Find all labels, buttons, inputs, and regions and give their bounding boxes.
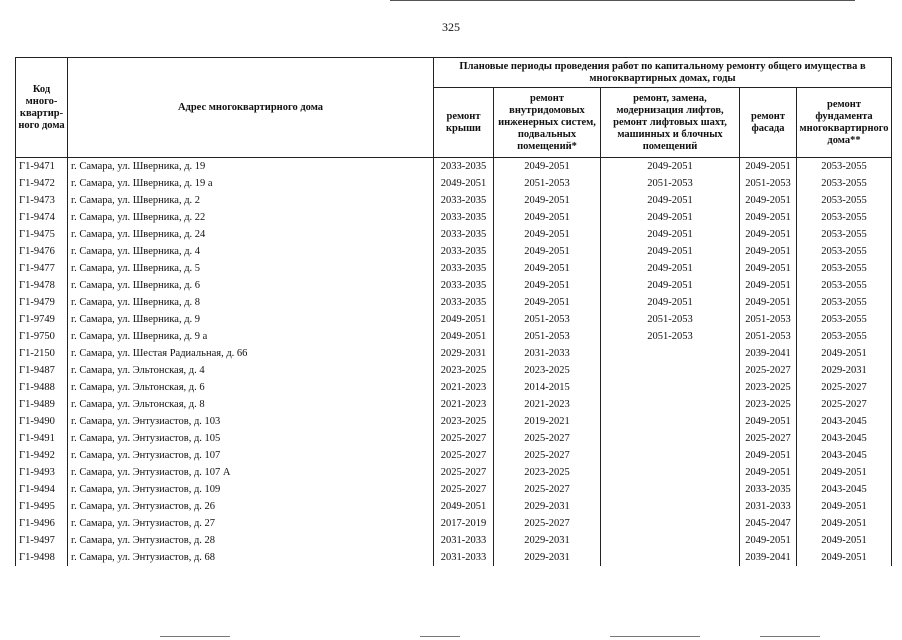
cell-foundation: 2053-2055 (797, 158, 892, 176)
cell-elevators (601, 515, 740, 532)
cell-address: г. Самара, ул. Энтузиастов, д. 27 (68, 515, 434, 532)
cell-facade: 2051-2053 (740, 328, 797, 345)
cell-engineering: 2049-2051 (494, 294, 601, 311)
cell-address: г. Самара, ул. Шверника, д. 24 (68, 226, 434, 243)
cell-elevators: 2049-2051 (601, 260, 740, 277)
table-row (16, 192, 892, 209)
cell-engineering: 2029-2031 (494, 549, 601, 566)
cell-foundation: 2053-2055 (797, 243, 892, 260)
table-row (16, 243, 892, 260)
table-row (16, 175, 892, 192)
table-row (16, 277, 892, 294)
header-engineering: ремонт внутридомовых инженерных систем, подвальных помещений* (494, 88, 601, 158)
cell-elevators: 2049-2051 (601, 192, 740, 209)
cell-facade: 2033-2035 (740, 481, 797, 498)
cell-elevators (601, 549, 740, 566)
cell-roof: 2021-2023 (434, 379, 494, 396)
cell-address: г. Самара, ул. Шверника, д. 22 (68, 209, 434, 226)
cell-elevators (601, 430, 740, 447)
table-row (16, 481, 892, 498)
cell-foundation: 2049-2051 (797, 532, 892, 549)
cell-foundation: 2049-2051 (797, 549, 892, 566)
cell-code: Г1-9476 (16, 243, 68, 260)
cell-foundation: 2053-2055 (797, 277, 892, 294)
cell-elevators: 2049-2051 (601, 158, 740, 176)
cell-engineering: 2023-2025 (494, 362, 601, 379)
cell-elevators: 2049-2051 (601, 277, 740, 294)
cell-engineering: 2031-2033 (494, 345, 601, 362)
table-row (16, 294, 892, 311)
table-row (16, 447, 892, 464)
table-row (16, 226, 892, 243)
cell-elevators: 2051-2053 (601, 328, 740, 345)
cell-foundation: 2043-2045 (797, 481, 892, 498)
cell-code: Г1-9489 (16, 396, 68, 413)
cell-engineering: 2049-2051 (494, 277, 601, 294)
cell-elevators (601, 345, 740, 362)
cell-code: Г1-9474 (16, 209, 68, 226)
cell-engineering: 2051-2053 (494, 328, 601, 345)
cell-address: г. Самара, ул. Шверника, д. 9 (68, 311, 434, 328)
cell-address: г. Самара, ул. Шверника, д. 8 (68, 294, 434, 311)
table-row (16, 158, 892, 176)
cell-roof: 2031-2033 (434, 532, 494, 549)
header-facade: ремонт фасада (740, 88, 797, 158)
cell-foundation: 2053-2055 (797, 311, 892, 328)
table-row (16, 532, 892, 549)
cell-code: Г1-9473 (16, 192, 68, 209)
cell-facade: 2039-2041 (740, 549, 797, 566)
cell-address: г. Самара, ул. Энтузиастов, д. 68 (68, 549, 434, 566)
cell-roof: 2025-2027 (434, 464, 494, 481)
table-row (16, 515, 892, 532)
cell-foundation: 2029-2031 (797, 362, 892, 379)
table-row (16, 549, 892, 566)
cell-facade: 2049-2051 (740, 209, 797, 226)
cell-code: Г1-9495 (16, 498, 68, 515)
cell-elevators (601, 379, 740, 396)
table-row (16, 362, 892, 379)
cell-facade: 2045-2047 (740, 515, 797, 532)
cell-facade: 2049-2051 (740, 413, 797, 430)
header-address: Адрес многоквартирного дома (68, 58, 434, 158)
cell-roof: 2049-2051 (434, 498, 494, 515)
table-row (16, 311, 892, 328)
cell-engineering: 2051-2053 (494, 175, 601, 192)
cell-roof: 2049-2051 (434, 328, 494, 345)
repair-schedule-table (15, 57, 892, 566)
scan-edge-marks (0, 630, 902, 640)
cell-engineering: 2025-2027 (494, 515, 601, 532)
cell-code: Г1-9487 (16, 362, 68, 379)
cell-engineering: 2049-2051 (494, 192, 601, 209)
cell-engineering: 2025-2027 (494, 481, 601, 498)
cell-code: Г1-9479 (16, 294, 68, 311)
cell-foundation: 2025-2027 (797, 379, 892, 396)
cell-facade: 2049-2051 (740, 447, 797, 464)
cell-engineering: 2019-2021 (494, 413, 601, 430)
cell-facade: 2031-2033 (740, 498, 797, 515)
cell-roof: 2025-2027 (434, 447, 494, 464)
cell-address: г. Самара, ул. Шверника, д. 19 (68, 158, 434, 176)
cell-code: Г1-9472 (16, 175, 68, 192)
cell-address: г. Самара, ул. Энтузиастов, д. 103 (68, 413, 434, 430)
cell-code: Г1-9497 (16, 532, 68, 549)
cell-engineering: 2029-2031 (494, 532, 601, 549)
cell-elevators: 2049-2051 (601, 294, 740, 311)
top-rule (390, 0, 855, 1)
header-elevators: ремонт, замена, модернизация лифтов, ремонт лифтовых шахт, машинных и блочных помещений (601, 88, 740, 158)
cell-foundation: 2053-2055 (797, 328, 892, 345)
cell-elevators (601, 532, 740, 549)
cell-address: г. Самара, ул. Эльтонская, д. 6 (68, 379, 434, 396)
table-row (16, 430, 892, 447)
cell-engineering: 2021-2023 (494, 396, 601, 413)
cell-facade: 2023-2025 (740, 379, 797, 396)
cell-code: Г1-2150 (16, 345, 68, 362)
cell-address: г. Самара, ул. Шверника, д. 2 (68, 192, 434, 209)
cell-roof: 2029-2031 (434, 345, 494, 362)
cell-address: г. Самара, ул. Эльтонская, д. 4 (68, 362, 434, 379)
cell-facade: 2023-2025 (740, 396, 797, 413)
cell-engineering: 2049-2051 (494, 243, 601, 260)
cell-roof: 2033-2035 (434, 158, 494, 176)
cell-code: Г1-9477 (16, 260, 68, 277)
cell-roof: 2025-2027 (434, 481, 494, 498)
cell-roof: 2033-2035 (434, 209, 494, 226)
cell-facade: 2049-2051 (740, 294, 797, 311)
cell-address: г. Самара, ул. Эльтонская, д. 8 (68, 396, 434, 413)
table-row (16, 328, 892, 345)
cell-roof: 2033-2035 (434, 192, 494, 209)
cell-address: г. Самара, ул. Энтузиастов, д. 26 (68, 498, 434, 515)
cell-facade: 2049-2051 (740, 192, 797, 209)
cell-foundation: 2043-2045 (797, 413, 892, 430)
table-body (16, 158, 892, 567)
cell-foundation: 2053-2055 (797, 260, 892, 277)
cell-roof: 2023-2025 (434, 413, 494, 430)
table-row (16, 464, 892, 481)
cell-foundation: 2025-2027 (797, 396, 892, 413)
header-code: Код много-квартир-ного дома (16, 58, 68, 158)
cell-code: Г1-9749 (16, 311, 68, 328)
cell-code: Г1-9491 (16, 430, 68, 447)
cell-engineering: 2029-2031 (494, 498, 601, 515)
cell-address: г. Самара, ул. Энтузиастов, д. 109 (68, 481, 434, 498)
cell-address: г. Самара, ул. Энтузиастов, д. 107 А (68, 464, 434, 481)
cell-address: г. Самара, ул. Энтузиастов, д. 107 (68, 447, 434, 464)
cell-facade: 2049-2051 (740, 158, 797, 176)
cell-elevators (601, 413, 740, 430)
header-foundation: ремонт фундамента многоквартирного дома** (797, 88, 892, 158)
cell-roof: 2023-2025 (434, 362, 494, 379)
cell-address: г. Самара, ул. Шверника, д. 4 (68, 243, 434, 260)
cell-foundation: 2053-2055 (797, 192, 892, 209)
cell-roof: 2049-2051 (434, 175, 494, 192)
cell-engineering: 2014-2015 (494, 379, 601, 396)
cell-code: Г1-9488 (16, 379, 68, 396)
cell-address: г. Самара, ул. Шверника, д. 9 а (68, 328, 434, 345)
cell-elevators: 2049-2051 (601, 243, 740, 260)
cell-address: г. Самара, ул. Энтузиастов, д. 28 (68, 532, 434, 549)
cell-engineering: 2049-2051 (494, 209, 601, 226)
cell-address: г. Самара, ул. Шверника, д. 6 (68, 277, 434, 294)
cell-roof: 2025-2027 (434, 430, 494, 447)
cell-elevators: 2049-2051 (601, 209, 740, 226)
cell-foundation: 2043-2045 (797, 430, 892, 447)
cell-engineering: 2051-2053 (494, 311, 601, 328)
cell-code: Г1-9471 (16, 158, 68, 176)
cell-foundation: 2043-2045 (797, 447, 892, 464)
cell-foundation: 2049-2051 (797, 498, 892, 515)
cell-code: Г1-9492 (16, 447, 68, 464)
cell-elevators: 2051-2053 (601, 175, 740, 192)
cell-facade: 2049-2051 (740, 464, 797, 481)
cell-address: г. Самара, ул. Шверника, д. 5 (68, 260, 434, 277)
cell-elevators (601, 481, 740, 498)
table-row (16, 498, 892, 515)
cell-roof: 2017-2019 (434, 515, 494, 532)
cell-roof: 2033-2035 (434, 294, 494, 311)
cell-facade: 2039-2041 (740, 345, 797, 362)
cell-foundation: 2053-2055 (797, 226, 892, 243)
cell-address: г. Самара, ул. Шестая Радиальная, д. 66 (68, 345, 434, 362)
cell-engineering: 2049-2051 (494, 260, 601, 277)
table-row (16, 260, 892, 277)
cell-elevators (601, 447, 740, 464)
cell-engineering: 2025-2027 (494, 430, 601, 447)
cell-code: Г1-9496 (16, 515, 68, 532)
cell-engineering: 2023-2025 (494, 464, 601, 481)
cell-elevators (601, 498, 740, 515)
cell-roof: 2033-2035 (434, 277, 494, 294)
cell-facade: 2049-2051 (740, 226, 797, 243)
cell-facade: 2025-2027 (740, 430, 797, 447)
cell-code: Г1-9475 (16, 226, 68, 243)
cell-elevators (601, 464, 740, 481)
cell-facade: 2051-2053 (740, 175, 797, 192)
cell-elevators (601, 362, 740, 379)
cell-foundation: 2049-2051 (797, 464, 892, 481)
cell-roof: 2049-2051 (434, 311, 494, 328)
header-roof: ремонт крыши (434, 88, 494, 158)
cell-address: г. Самара, ул. Шверника, д. 19 а (68, 175, 434, 192)
cell-address: г. Самара, ул. Энтузиастов, д. 105 (68, 430, 434, 447)
cell-code: Г1-9493 (16, 464, 68, 481)
table-row (16, 379, 892, 396)
cell-roof: 2031-2033 (434, 549, 494, 566)
cell-code: Г1-9490 (16, 413, 68, 430)
cell-code: Г1-9478 (16, 277, 68, 294)
table-row (16, 209, 892, 226)
cell-facade: 2049-2051 (740, 243, 797, 260)
cell-roof: 2033-2035 (434, 243, 494, 260)
cell-foundation: 2053-2055 (797, 209, 892, 226)
page-number: 325 (442, 20, 460, 34)
cell-roof: 2033-2035 (434, 260, 494, 277)
cell-elevators: 2049-2051 (601, 226, 740, 243)
header-planned-periods: Плановые периоды проведения работ по капитальному ремонту общего имущества в многоквартирных домах, годы (434, 58, 892, 88)
table-row (16, 345, 892, 362)
cell-facade: 2049-2051 (740, 277, 797, 294)
cell-code: Г1-9494 (16, 481, 68, 498)
cell-engineering: 2025-2027 (494, 447, 601, 464)
cell-code: Г1-9498 (16, 549, 68, 566)
cell-elevators: 2051-2053 (601, 311, 740, 328)
cell-facade: 2049-2051 (740, 532, 797, 549)
cell-facade: 2025-2027 (740, 362, 797, 379)
cell-facade: 2051-2053 (740, 311, 797, 328)
cell-code: Г1-9750 (16, 328, 68, 345)
cell-foundation: 2053-2055 (797, 175, 892, 192)
cell-foundation: 2049-2051 (797, 345, 892, 362)
cell-foundation: 2049-2051 (797, 515, 892, 532)
cell-elevators (601, 396, 740, 413)
cell-engineering: 2049-2051 (494, 226, 601, 243)
cell-engineering: 2049-2051 (494, 158, 601, 176)
cell-facade: 2049-2051 (740, 260, 797, 277)
cell-roof: 2021-2023 (434, 396, 494, 413)
cell-roof: 2033-2035 (434, 226, 494, 243)
cell-foundation: 2053-2055 (797, 294, 892, 311)
table-row (16, 413, 892, 430)
table-row (16, 396, 892, 413)
